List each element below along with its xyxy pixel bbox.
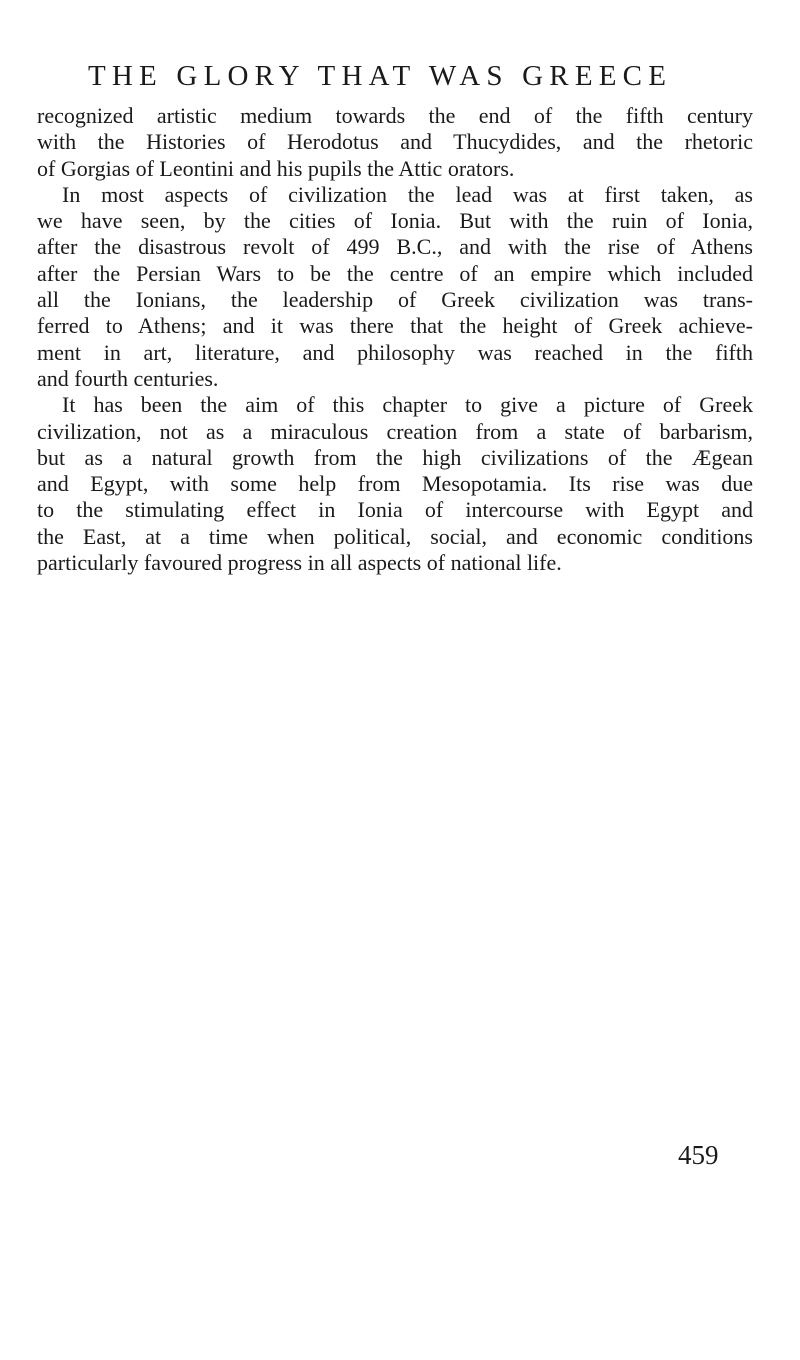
page-number: 459 — [678, 1140, 719, 1170]
text-line: after the Persian Wars to be the centre of an empire which included — [37, 260, 753, 286]
text-line: particularly favoured progress in all aspects of national life. — [37, 550, 562, 576]
paragraph-3 — [37, 392, 753, 576]
body-text — [37, 103, 753, 576]
paragraph-1 — [37, 103, 753, 182]
text-line: the East, at a time when political, social, and economic conditions — [37, 523, 753, 549]
text-line: civilization, not as a miraculous creation from a state of barbarism, — [37, 418, 753, 444]
text-line: recognized artistic medium towards the end of the fifth century — [37, 103, 753, 128]
paragraph-2 — [37, 182, 753, 392]
text-line: In most aspects of civilization the lead was at first taken, as — [62, 181, 753, 207]
text-line: and fourth centuries. — [37, 365, 219, 391]
text-line: ment in art, literature, and philosophy was reached in the fifth — [37, 339, 753, 365]
text-line: It has been the aim of this chapter to give a picture of Greek — [62, 392, 753, 418]
text-line: of Gorgias of Leontini and his pupils the Attic orators. — [37, 155, 515, 181]
text-line: but as a natural growth from the high civilizations of the Ægean — [37, 444, 753, 470]
running-head: THE GLORY THAT WAS GREECE — [88, 60, 673, 92]
text-line: to the stimulating effect in Ionia of intercourse with Egypt and — [37, 497, 753, 523]
text-line: after the disastrous revolt of 499 B.C., and with the rise of Athens — [37, 234, 753, 260]
text-line: and Egypt, with some help from Mesopotamia. Its rise was due — [37, 471, 753, 497]
text-line: all the Ionians, the leadership of Greek civilization was trans- — [37, 287, 753, 313]
text-line: ferred to Athens; and it was there that the height of Greek achieve- — [37, 313, 753, 339]
text-line: we have seen, by the cities of Ionia. But with the ruin of Ionia, — [37, 208, 753, 234]
text-line: with the Histories of Herodotus and Thucydides, and the rhetoric — [37, 129, 753, 155]
